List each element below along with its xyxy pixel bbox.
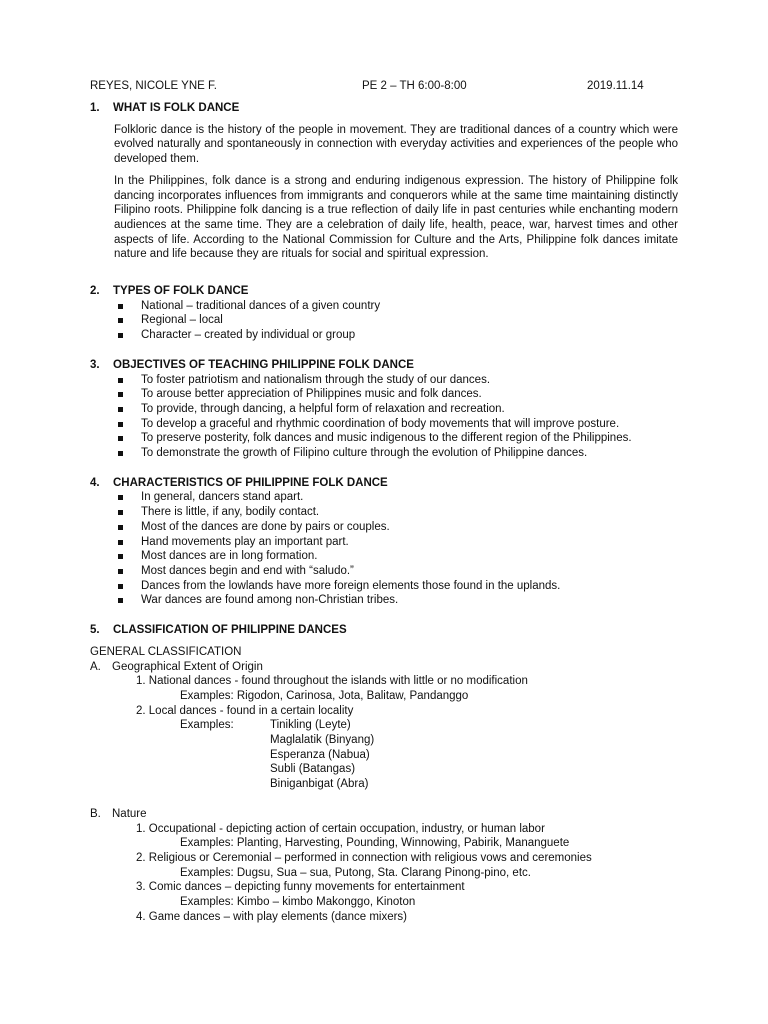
section-title: OBJECTIVES OF TEACHING PHILIPPINE FOLK DANCE (113, 358, 414, 371)
examples-line (90, 718, 678, 733)
list-item: Hand movements play an important part. (90, 535, 678, 550)
list-item: To provide, through dancing, a helpful form of relaxation and recreation. (90, 402, 678, 417)
category-heading (90, 807, 678, 822)
list-item: In general, dancers stand apart. (90, 490, 678, 505)
bullet-list (90, 299, 678, 343)
category-letter: A. (90, 660, 101, 673)
section-title: WHAT IS FOLK DANCE (113, 102, 240, 114)
section-number: 4. (90, 476, 100, 489)
list-item: Most dances begin and end with “saludo.” (90, 564, 678, 579)
category-heading (90, 660, 678, 675)
section-number: 1. (90, 102, 100, 114)
section-title: CLASSIFICATION OF PHILIPPINE DANCES (113, 624, 347, 637)
classification-item: 2. Religious or Ceremonial – performed in connection with religious vows and ceremonies (136, 851, 592, 864)
example-item: Esperanza (Nabua) (270, 748, 370, 761)
subheading-general-classification: GENERAL CLASSIFICATION (90, 645, 242, 658)
paragraph: In the Philippines, folk dance is a strong and enduring indigenous expression. The history of Philippine folk dancing incorporates influences from immigrants and conquerors while at the same time maintaining distinctly Filipino roots. Philippine folk dancing is a true reflection of daily life in past centuries while enchanting modern audiences at the same time. They are a celebration of daily life, health, peace, war, harvest times and other aspects of life. According to the National Commission for Culture and the Arts, Philippine folk dances imitate nature and life because they are rituals for social and spiritual expression. (114, 174, 678, 261)
example-item: Biniganbigat (Abra) (270, 778, 369, 791)
examples-label: Examples: (180, 719, 234, 732)
bullet-list (90, 373, 678, 461)
list-item: To demonstrate the growth of Filipino culture through the evolution of Philippine dances. (90, 446, 678, 461)
document-date: 2019.11.14 (587, 80, 644, 92)
bullet-list (90, 490, 678, 608)
section-number: 3. (90, 358, 100, 371)
section-title: CHARACTERISTICS OF PHILIPPINE FOLK DANCE (113, 476, 388, 489)
classification-item: 1. Occupational - depicting action of certain occupation, industry, or human labor (136, 822, 545, 835)
list-item: To develop a graceful and rhythmic coordination of body movements that will improve posture. (90, 417, 678, 432)
classification-item: 2. Local dances - found in a certain locality (136, 704, 354, 717)
example-item: Subli (Batangas) (270, 763, 356, 776)
list-item: Regional – local (90, 313, 678, 328)
section-heading (90, 284, 678, 299)
list-item: To preserve posterity, folk dances and music indigenous to the different region of the Philippines. (90, 431, 678, 446)
category-title: Nature (112, 807, 147, 820)
paragraph: Folkloric dance is the history of the people in movement. They are traditional dances of a country which were evolved naturally and spontaneously in connection with everyday activities and experiences of the people who developed them. (114, 123, 678, 166)
section-heading (90, 358, 678, 373)
example-item: Tinikling (Leyte) (270, 719, 351, 732)
section-title: TYPES OF FOLK DANCE (113, 285, 249, 298)
list-item: Most dances are in long formation. (90, 549, 678, 564)
examples-line: Examples: Kimbo – kimbo Makonggo, Kinoton (180, 896, 416, 909)
classification-item: 1. National dances - found throughout the islands with little or no modification (136, 675, 528, 688)
examples-line: Examples: Planting, Harvesting, Pounding, Winnowing, Pabirik, Mananguete (180, 837, 570, 850)
list-item: To foster patriotism and nationalism through the study of our dances. (90, 373, 678, 388)
classification-item: 3. Comic dances – depicting funny movements for entertainment (136, 881, 465, 894)
list-item: National – traditional dances of a given country (90, 299, 678, 314)
section-number: 5. (90, 624, 100, 637)
section-heading (90, 476, 678, 491)
examples-line: Examples: Rigodon, Carinosa, Jota, Balitaw, Pandanggo (180, 689, 469, 702)
class-schedule: PE 2 – TH 6:00-8:00 (362, 80, 467, 92)
list-item: Most of the dances are done by pairs or couples. (90, 520, 678, 535)
document-body (90, 101, 678, 924)
category-letter: B. (90, 807, 101, 820)
list-item: There is little, if any, bodily contact. (90, 505, 678, 520)
list-item: Character – created by individual or group (90, 328, 678, 343)
example-item: Maglalatik (Binyang) (270, 734, 375, 747)
section-heading (90, 101, 678, 116)
section-number: 2. (90, 285, 100, 298)
list-item: War dances are found among non-Christian tribes. (90, 593, 678, 608)
list-item: To arouse better appreciation of Philippines music and folk dances. (90, 387, 678, 402)
student-name: REYES, NICOLE YNE F. (90, 80, 217, 92)
list-item: Dances from the lowlands have more foreign elements those found in the uplands. (90, 579, 678, 594)
document-header (90, 79, 658, 94)
examples-line: Examples: Dugsu, Sua – sua, Putong, Sta. Clarang Pinong-pino, etc. (180, 866, 531, 879)
section-heading (90, 623, 678, 638)
category-title: Geographical Extent of Origin (112, 660, 263, 673)
classification-item: 4. Game dances – with play elements (dance mixers) (136, 910, 408, 923)
